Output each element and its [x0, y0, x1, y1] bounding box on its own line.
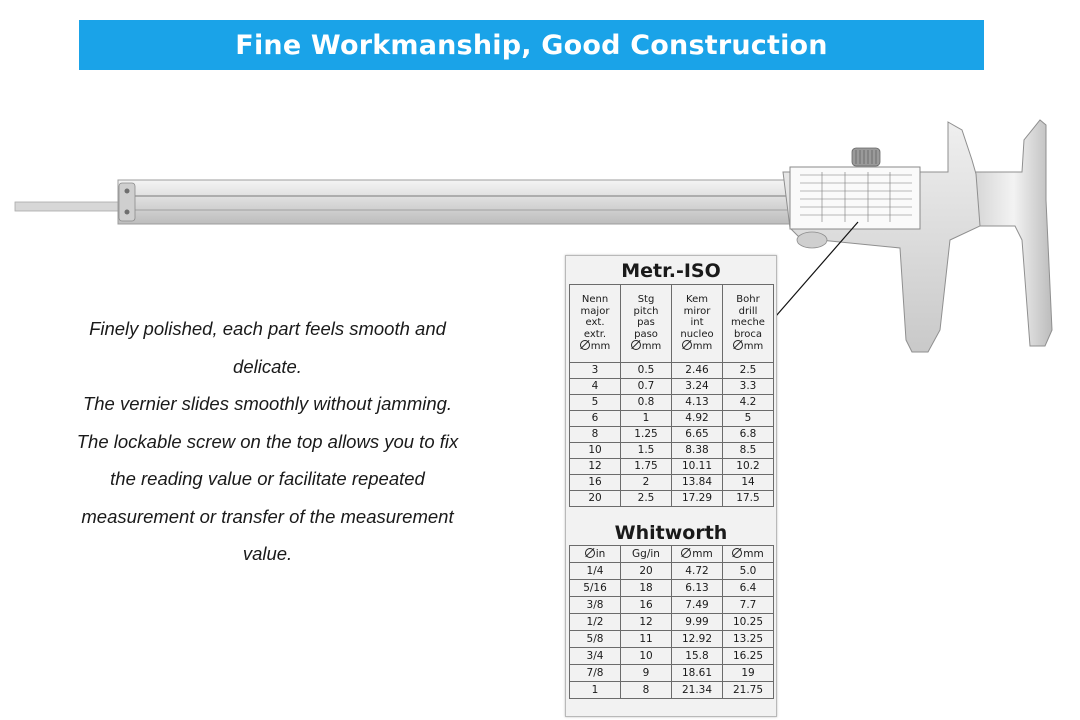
table-row: 1 8 21.34 21.75	[570, 682, 774, 699]
diameter-icon	[580, 340, 590, 350]
diameter-icon	[732, 548, 742, 558]
metric-header-row	[570, 285, 774, 363]
whitworth-header-cell: mm	[723, 546, 774, 563]
metric-header-cell: Kem miror int nucleo mm	[672, 285, 723, 363]
description-line: measurement or transfer of the measurement	[81, 505, 454, 527]
table-row: 5/16 18 6.13 6.4	[570, 580, 774, 597]
metric-table	[569, 284, 774, 507]
metric-header-cell: Nenn major ext. extr. mm	[570, 285, 621, 363]
table-row: 6 1 4.92 5	[570, 411, 774, 427]
whitworth-header-cell: mm	[672, 546, 723, 563]
whitworth-header-cell: Gg/in	[621, 546, 672, 563]
diameter-icon	[682, 340, 692, 350]
table-row: 3/8 16 7.49 7.7	[570, 597, 774, 614]
description-line: The lockable screw on the top allows you to fix	[76, 430, 459, 452]
table-row: 5/8 11 12.92 13.25	[570, 631, 774, 648]
table-row: 1/2 12 9.99 10.25	[570, 614, 774, 631]
table-row: 1/4 20 4.72 5.0	[570, 563, 774, 580]
table-row: 5 0.8 4.13 4.2	[570, 395, 774, 411]
fixed-jaw	[975, 120, 1052, 346]
metric-header-cell: Bohr drill meche broca mm	[723, 285, 774, 363]
diameter-icon	[585, 548, 595, 558]
table-row: 16 2 13.84 14	[570, 475, 774, 491]
description-line: The vernier slides smoothly without jamming.	[82, 393, 453, 414]
depth-rod	[15, 202, 120, 211]
table-row: 3 0.5 2.46 2.5	[570, 363, 774, 379]
thread-reference-card	[565, 255, 777, 717]
table-row: 3/4 10 15.8 16.25	[570, 648, 774, 665]
table-row: 10 1.5 8.38 8.5	[570, 443, 774, 459]
description-line: delicate.	[233, 355, 302, 377]
whitworth-table	[569, 545, 774, 699]
table-row: 8 1.25 6.65 6.8	[570, 427, 774, 443]
description-line: the reading value or facilitate repeated	[110, 468, 425, 489]
table-row: 12 1.75 10.11 10.2	[570, 459, 774, 475]
diameter-icon	[631, 340, 641, 350]
metric-iso-title: Metr.-ISO	[621, 260, 721, 282]
description-line: value.	[242, 543, 293, 564]
table-row: 4 0.7 3.24 3.3	[570, 379, 774, 395]
feature-description	[40, 310, 495, 573]
vernier-slide	[783, 122, 980, 352]
whitworth-title: Whitworth	[614, 522, 728, 544]
diameter-icon	[681, 548, 691, 558]
banner-title: Fine Workmanship, Good Construction	[235, 29, 828, 61]
description-line: Finely polished, each part feels smooth and	[89, 318, 446, 339]
table-row: 7/8 9 18.61 19	[570, 665, 774, 682]
table-row: 20 2.5 17.29 17.5	[570, 491, 774, 507]
diameter-icon	[733, 340, 743, 350]
whitworth-header-row	[570, 546, 774, 563]
metric-header-cell: Stg pitch pas paso mm	[621, 285, 672, 363]
whitworth-header-cell: in	[570, 546, 621, 563]
